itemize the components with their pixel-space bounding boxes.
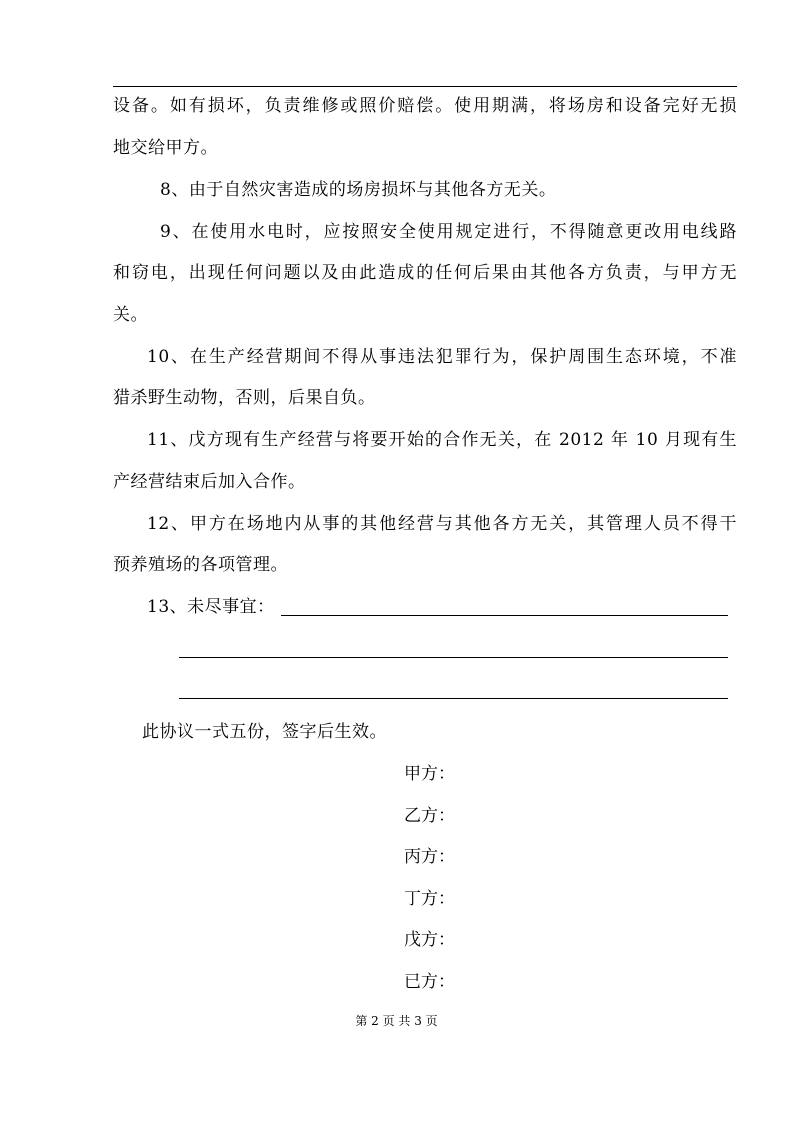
body-line: 预养殖场的各项管理。	[113, 555, 288, 575]
signature-party-e: 戊方：	[404, 930, 455, 950]
body-line: 产经营结束后加入合作。	[113, 472, 306, 492]
body-line: 设备。如有损坏，负责维修或照价赔偿。使用期满，将场房和设备完好无损	[113, 96, 737, 116]
header-rule	[113, 86, 737, 87]
signature-party-b: 乙方：	[404, 806, 455, 826]
blank-fill-line	[281, 615, 728, 616]
signature-party-f: 已方：	[404, 972, 455, 992]
clause-8: 8、由于自然灾害造成的场房损坏与其他各方无关。	[160, 180, 557, 200]
body-line: 和窃电，出现任何问题以及由此造成的任何后果由其他各方负责，与甲方无	[113, 263, 737, 283]
body-line: 猎杀野生动物，否则，后果自负。	[113, 388, 376, 408]
clause-13: 13、未尽事宜：	[147, 597, 275, 617]
body-line: 地交给甲方。	[113, 138, 218, 158]
clause-10: 10、在生产经营期间不得从事违法犯罪行为，保护周围生态环境，不准	[147, 347, 737, 367]
signature-party-d: 丁方：	[404, 889, 455, 909]
clause-11: 11、戊方现有生产经营与将要开始的合作无关，在 2012 年 10 月现有生	[147, 430, 737, 450]
clause-12: 12、甲方在场地内从事的其他经营与其他各方无关，其管理人员不得干	[147, 514, 737, 534]
blank-fill-line	[179, 657, 728, 658]
signature-party-c: 丙方：	[404, 847, 455, 867]
effect-note: 此协议一式五份，签字后生效。	[142, 722, 387, 742]
blank-fill-line	[179, 698, 728, 699]
body-line: 关。	[113, 305, 148, 325]
clause-9: 9、在使用水电时，应按照安全使用规定进行，不得随意更改用电线路	[160, 222, 737, 242]
page-number: 第 2 页 共 3 页	[355, 1014, 438, 1028]
signature-party-a: 甲方：	[404, 764, 455, 784]
